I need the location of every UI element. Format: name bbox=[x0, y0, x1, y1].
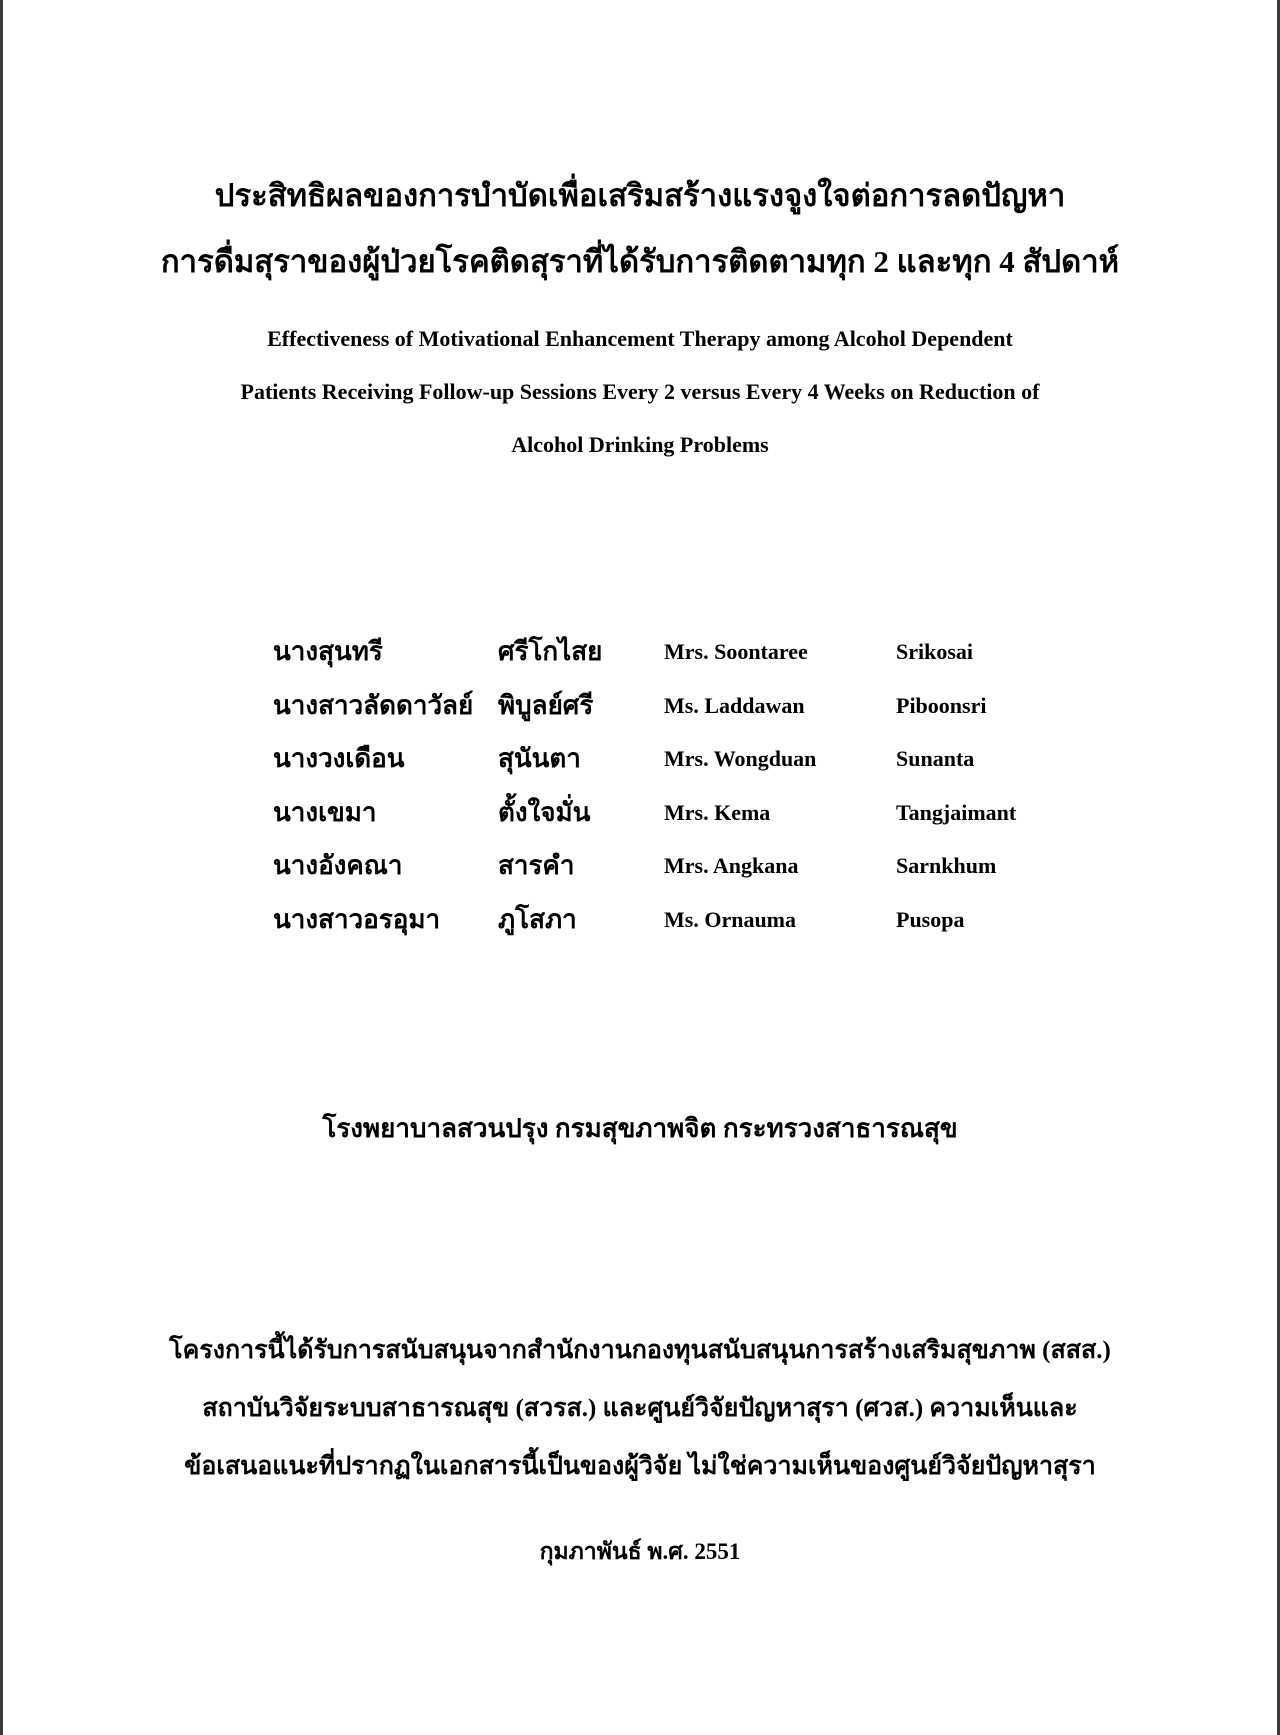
funding-note-line-1: โครงการนี้ได้รับการสนับสนุนจากสำนักงานกองทุนสนับสนุนการสร้างเสริมสุขภาพ (สสส.) bbox=[169, 1337, 1111, 1364]
author-thai-first-name: นางอังคณา bbox=[273, 851, 403, 880]
author-english-last-name: Tangjaimant bbox=[896, 799, 1017, 825]
author-thai-last-name: พิบูลย์ศรี bbox=[498, 690, 594, 720]
thai-title-line-2: การดื่มสุราของผู้ป่วยโรคติดสุราที่ได้รับการติดตามทุก 2 และทุก 4 สัปดาห์ bbox=[160, 244, 1120, 279]
author-english-last-name: Pusopa bbox=[896, 906, 965, 932]
english-title-line-1: Effectiveness of Motivational Enhancement Therapy among Alcohol Dependent bbox=[267, 326, 1013, 351]
english-title-line-2: Patients Receiving Follow-up Sessions Every 2 versus Every 4 Weeks on Reduction of bbox=[240, 379, 1040, 404]
author-thai-last-name: ภูโสภา bbox=[498, 904, 577, 934]
author-thai-first-name: นางสาวอรอุมา bbox=[273, 904, 441, 934]
author-thai-first-name: นางสุนทรี bbox=[273, 637, 383, 666]
author-thai-last-name: ศรีโกไสย bbox=[498, 637, 603, 666]
author-thai-first-name: นางวงเดือน bbox=[273, 744, 405, 773]
author-thai-last-name: ตั้งใจมั่น bbox=[498, 797, 591, 827]
author-thai-last-name: สารคำ bbox=[498, 851, 575, 880]
thai-title-line-1: ประสิทธิผลของการบำบัดเพื่อเสริมสร้างแรงจูงใจต่อการลดปัญหา bbox=[214, 178, 1066, 213]
author-english-first-name: Ms. Ornauma bbox=[664, 906, 796, 932]
author-thai-first-name: นางสาวลัดดาวัลย์ bbox=[273, 690, 474, 720]
author-english-last-name: Sunanta bbox=[896, 746, 975, 771]
author-thai-first-name: นางเขมา bbox=[273, 797, 377, 827]
funding-note-line-2: สถาบันวิจัยระบบสาธารณสุข (สวรส.) และศูนย์วิจัยปัญหาสุรา (ศวส.) ความเห็นและ bbox=[202, 1395, 1078, 1422]
author-thai-last-name: สุนันตา bbox=[498, 744, 581, 773]
author-english-last-name: Piboonsri bbox=[896, 692, 987, 718]
author-english-first-name: Mrs. Angkana bbox=[664, 853, 799, 878]
publication-date: กุมภาพันธ์ พ.ศ. 2551 bbox=[539, 1539, 741, 1564]
author-english-first-name: Mrs. Kema bbox=[664, 799, 771, 825]
document-page bbox=[3, 0, 1277, 1735]
funding-note-line-3: ข้อเสนอแนะที่ปรากฏในเอกสารนี้เป็นของผู้วิจัย ไม่ใช่ความเห็นของศูนย์วิจัยปัญหาสุรา bbox=[184, 1453, 1096, 1480]
author-english-first-name: Ms. Laddawan bbox=[664, 692, 805, 718]
english-title-line-3: Alcohol Drinking Problems bbox=[511, 432, 769, 457]
affiliation: โรงพยาบาลสวนปรุง กรมสุขภาพจิต กระทรวงสาธารณสุข bbox=[322, 1114, 958, 1143]
author-english-first-name: Mrs. Soontaree bbox=[664, 639, 808, 664]
author-english-first-name: Mrs. Wongduan bbox=[664, 746, 817, 771]
author-english-last-name: Srikosai bbox=[896, 639, 974, 664]
author-english-last-name: Sarnkhum bbox=[896, 853, 997, 878]
